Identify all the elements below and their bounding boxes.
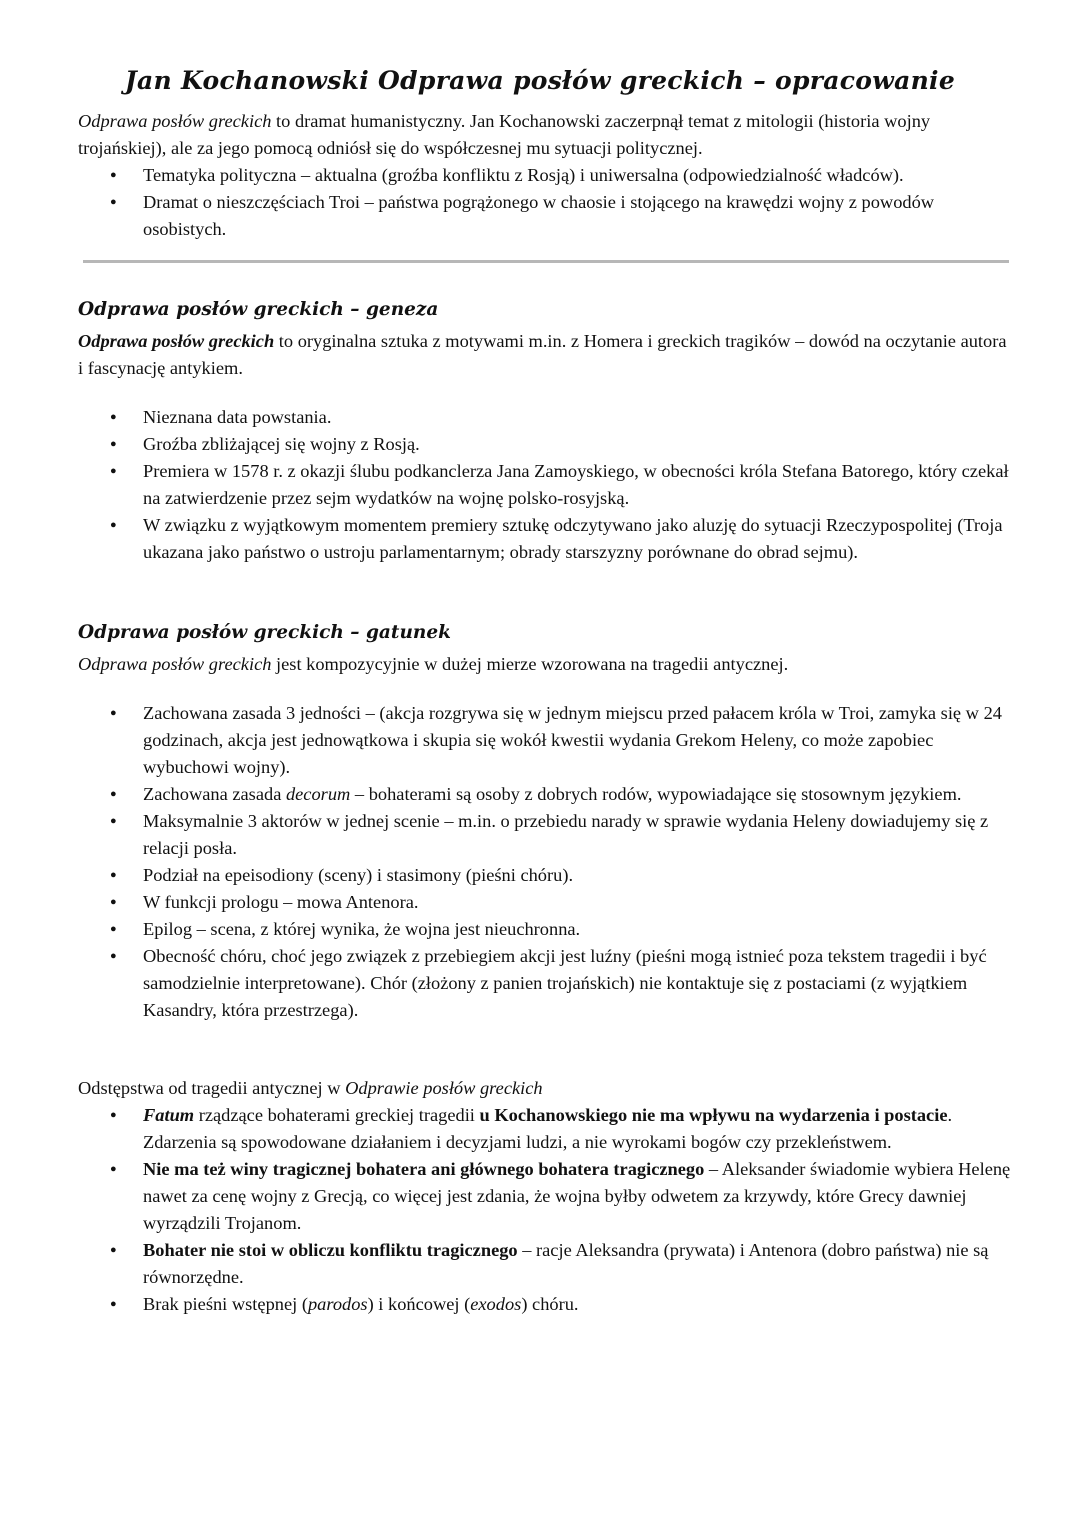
list-item: ● Podział na epeisodiony (sceny) i stasimony (pieśni chóru). — [0, 862, 1013, 889]
odstepstwa-lead-italic: Odprawie posłów greckich — [345, 1078, 543, 1098]
list-item-text: – bohaterami są osoby z dobrych rodów, wypowiadające się stosownym językiem. — [350, 784, 962, 804]
list-item: ● Premiera w 1578 r. z okazji ślubu podkanclerza Jana Zamoyskiego, w obecności króla Stefana Batorego, który czekał na zatwierdzenie przez sejm wydatków na wojnę polsko-rosyjską. — [0, 458, 1013, 512]
list-item: ● W funkcji prologu – mowa Antenora. — [0, 889, 1013, 916]
list-item — [0, 1102, 1013, 1156]
geneza-lead — [78, 328, 1013, 382]
list-item: ● Nieznana data powstania. — [0, 404, 1013, 431]
geneza-lead-bold: Odprawa posłów greckich — [78, 331, 275, 351]
list-item-text: ) chóru. — [521, 1294, 579, 1314]
list-item: ● Tematyka polityczna – aktualna (groźba konfliktu z Rosją) i uniwersalna (odpowiedzialność władców). — [0, 162, 1013, 189]
gatunek-list — [0, 700, 1080, 1024]
list-item: ● Obecność chóru, choć jego związek z przebiegiem akcji jest luźny (pieśni mogą istnieć poza tekstem tragedii i być samodzielnie interpretowane). Chór (złożony z panien trojańskich) nie kontaktuje się z postaciami (z wyjątkiem Kasandry, która przestrzega). — [0, 943, 1013, 1024]
intro-title-italic: Odprawa posłów greckich — [78, 111, 272, 131]
list-item: ● W związku z wyjątkowym momentem premiery sztukę odczytywano jako aluzję do sytuacji Rzeczypospolitej (Troja ukazana jako państwo o ustroju parlamentarnym; obrady starszyzny porównane do obrad sejmu). — [0, 512, 1013, 566]
list-item-text: – Aleksander świadomie wybiera Helenę nawet za cenę wojny z Grecją, co więcej jest zdania, że wojna byłby odwetem za krzywdy, które Grecy dawniej wyrządzili Trojanom. — [143, 1159, 1011, 1233]
intro-list — [0, 162, 1080, 243]
list-item-bold: Nie ma też winy tragicznej bohatera ani głównego bohatera tragicznego — [143, 1159, 705, 1179]
list-item: ● Groźba zbliżającej się wojny z Rosją. — [0, 431, 1013, 458]
gatunek-lead-italic: Odprawa posłów greckich — [78, 654, 272, 674]
section-heading-geneza: Odprawa posłów greckich – geneza — [78, 299, 439, 320]
list-item-italic: parodos — [307, 1294, 368, 1314]
list-item — [0, 1156, 1013, 1237]
list-item — [0, 1291, 1013, 1318]
list-item-italic: decorum — [285, 784, 351, 804]
list-item: ● Zachowana zasada 3 jedności – (akcja rozgrywa się w jednym miejscu przed pałacem króla w Troi, zamyka się w 24 godzinach, akcja jest jednowątkowa i skupia się wokół kwestii wydania Grekom Heleny, co może zapobiec wybuchowi wojny). — [0, 700, 1013, 781]
section-heading-gatunek: Odprawa posłów greckich – gatunek — [78, 622, 451, 643]
list-item: ● Maksymalnie 3 aktorów w jednej scenie – m.in. o przebiedu narady w sprawie wydania Heleny dowiadujemy się z relacji posła. — [0, 808, 1013, 862]
page-title: Jan Kochanowski Odprawa posłów greckich – opracowanie — [124, 66, 956, 95]
gatunek-lead-text: jest kompozycyjnie w dużej mierze wzorowana na tragedii antycznej. — [271, 654, 789, 674]
intro-text: to dramat humanistyczny. Jan Kochanowski zaczerpnął temat z mitologii (historia wojny trojańskiej), ale za jego pomocą odniósł się do współczesnej mu sytuacji politycznej. — [78, 111, 931, 158]
geneza-lead-text: to oryginalna sztuka z motywami m.in. z Homera i greckich tragików – dowód na oczytanie autora i fascynację antykiem. — [78, 331, 1007, 378]
list-item-text: ) i końcowej ( — [367, 1294, 471, 1314]
list-item-bold-italic: Fatum — [143, 1105, 195, 1125]
gatunek-lead — [78, 651, 1013, 678]
intro-paragraph — [78, 108, 1013, 162]
odstepstwa-list — [0, 1102, 1080, 1318]
list-item-text: Brak pieśni wstępnej ( — [143, 1294, 308, 1314]
list-item-text: . Zdarzenia są spowodowane działaniem i decyzjami ludzi, a nie wyrokami bogów czy przekleństwem. — [143, 1105, 953, 1152]
list-item: ● Dramat o nieszczęściach Troi – państwa pogrążonego w chaosie i stojącego na krawędzi wojny z powodów osobistych. — [0, 189, 1013, 243]
list-item — [0, 1237, 1013, 1291]
odstepstwa-lead — [78, 1075, 1013, 1102]
list-item: ● Epilog – scena, z której wynika, że wojna jest nieuchronna. — [0, 916, 1013, 943]
list-item-italic: exodos — [470, 1294, 522, 1314]
geneza-list — [0, 404, 1080, 566]
list-item-bold: u Kochanowskiego nie ma wpływu na wydarzenia i postacie — [479, 1105, 948, 1125]
list-item-text: rządzące bohaterami greckiej tragedii — [194, 1105, 480, 1125]
list-item-text: – racje Aleksandra (prywata) i Antenora (dobro państwa) nie są równorzędne. — [143, 1240, 989, 1287]
odstepstwa-lead-text: Odstępstwa od tragedii antycznej w — [78, 1078, 346, 1098]
list-item-text: Zachowana zasada — [143, 784, 286, 804]
list-item-bold: Bohater nie stoi w obliczu konfliktu tragicznego — [143, 1240, 518, 1260]
list-item — [0, 781, 1013, 808]
horizontal-divider — [83, 260, 1009, 263]
